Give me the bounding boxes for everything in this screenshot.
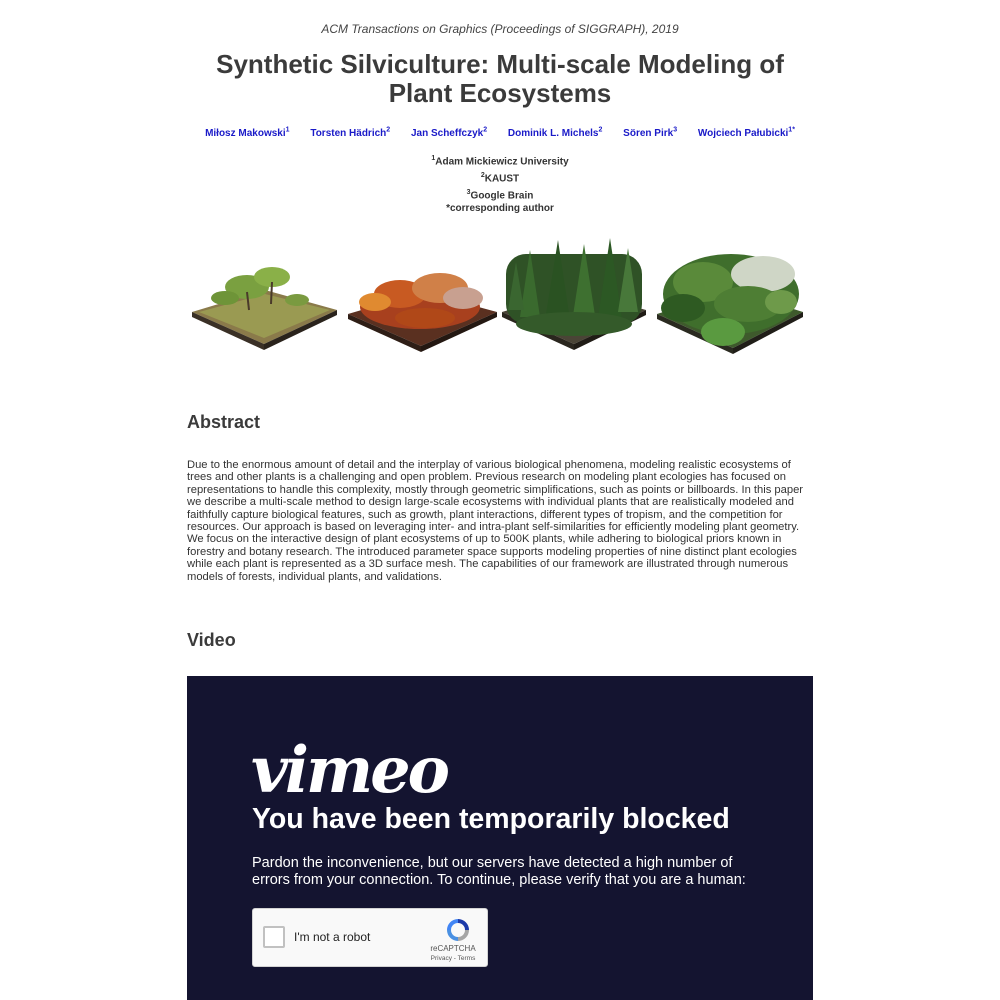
author-link[interactable]: Miłosz Makowski$^1$ [205,127,290,140]
affiliation: $^2$KAUST [480,171,520,185]
autumn-forest-tile [348,273,497,352]
sparse-tree-tile [192,267,337,350]
affiliation: $^1$Adam Mickiewicz University [431,155,569,168]
teaser-image [187,232,813,367]
recaptcha-brand: reCAPTCHA [430,944,476,953]
recaptcha-label: I'm not a robot [294,930,371,944]
blocked-message: Pardon the inconvenience, but our servers have detected a high number of errors from your connection. To continue, please verify that you are a human: [252,855,746,888]
affiliation: $^3$Google Brain [466,188,534,201]
author-link[interactable]: Torsten Hädrich$^2$ [310,127,391,140]
vimeo-logo [251,738,451,800]
dense-jungle-tile [657,254,803,354]
venue: ACM Transactions on Graphics (Proceedings of SIGGRAPH), 2019 [321,22,679,36]
corresponding-author-note: *corresponding author [446,203,554,214]
author-list [0,127,1000,139]
recaptcha-widget[interactable] [252,908,488,967]
blocked-title: You have been temporarily blocked [252,803,730,835]
svg-text:vimeo: vimeo [251,738,449,800]
conifer-forest-tile [502,238,646,350]
author-link[interactable]: Jan Scheffczyk$^2$ [410,127,488,140]
author-link[interactable]: Wojciech Pałubicki$^{1*}$ [697,127,795,140]
author-link[interactable]: Sören Pirk$^3$ [623,127,678,140]
abstract-heading: Abstract [187,412,261,432]
affiliation-list [0,152,1000,202]
page-title: Synthetic Silviculture: Multi-scale Modeling of Plant Ecosystems [216,49,784,108]
author-link[interactable]: Dominik L. Michels$^2$ [507,127,603,140]
recaptcha-links[interactable]: Privacy - Terms [430,955,476,962]
recaptcha-checkbox[interactable] [263,926,285,948]
video-heading: Video [187,630,236,650]
video-embed[interactable] [187,676,813,1000]
recaptcha-icon [444,916,472,944]
abstract-text: Due to the enormous amount of detail and the interplay of various biological phenomena, modeling realistic ecosystems of trees and other plants is a challenging and open problem. Previous research on modeling plant ecologies has focused on representations to handle this complexity, mostly through geometric simplifications, such as points or billboards. In this paper we describe a multi-scale method to design large-scale ecosystems with individual plants that are realistically modeled and faithfully capture biological features, such as growth, plant interactions, different types of tropism, and the competition for resources. Our approach is based on leveraging inter- and intra-plant self-similarities for efficiently modeling plant geometry. We focus on the interactive design of plant ecosystems of up to 500K plants, while adhering to biological priors known in forestry and botany research. The introduced parameter space supports modeling properties of nine distinct plant ecologies while each plant is represented as a 3D surface mesh. The capabilities of our framework are illustrated through numerous models of forests, individual plants, and validations. [187,459,804,583]
